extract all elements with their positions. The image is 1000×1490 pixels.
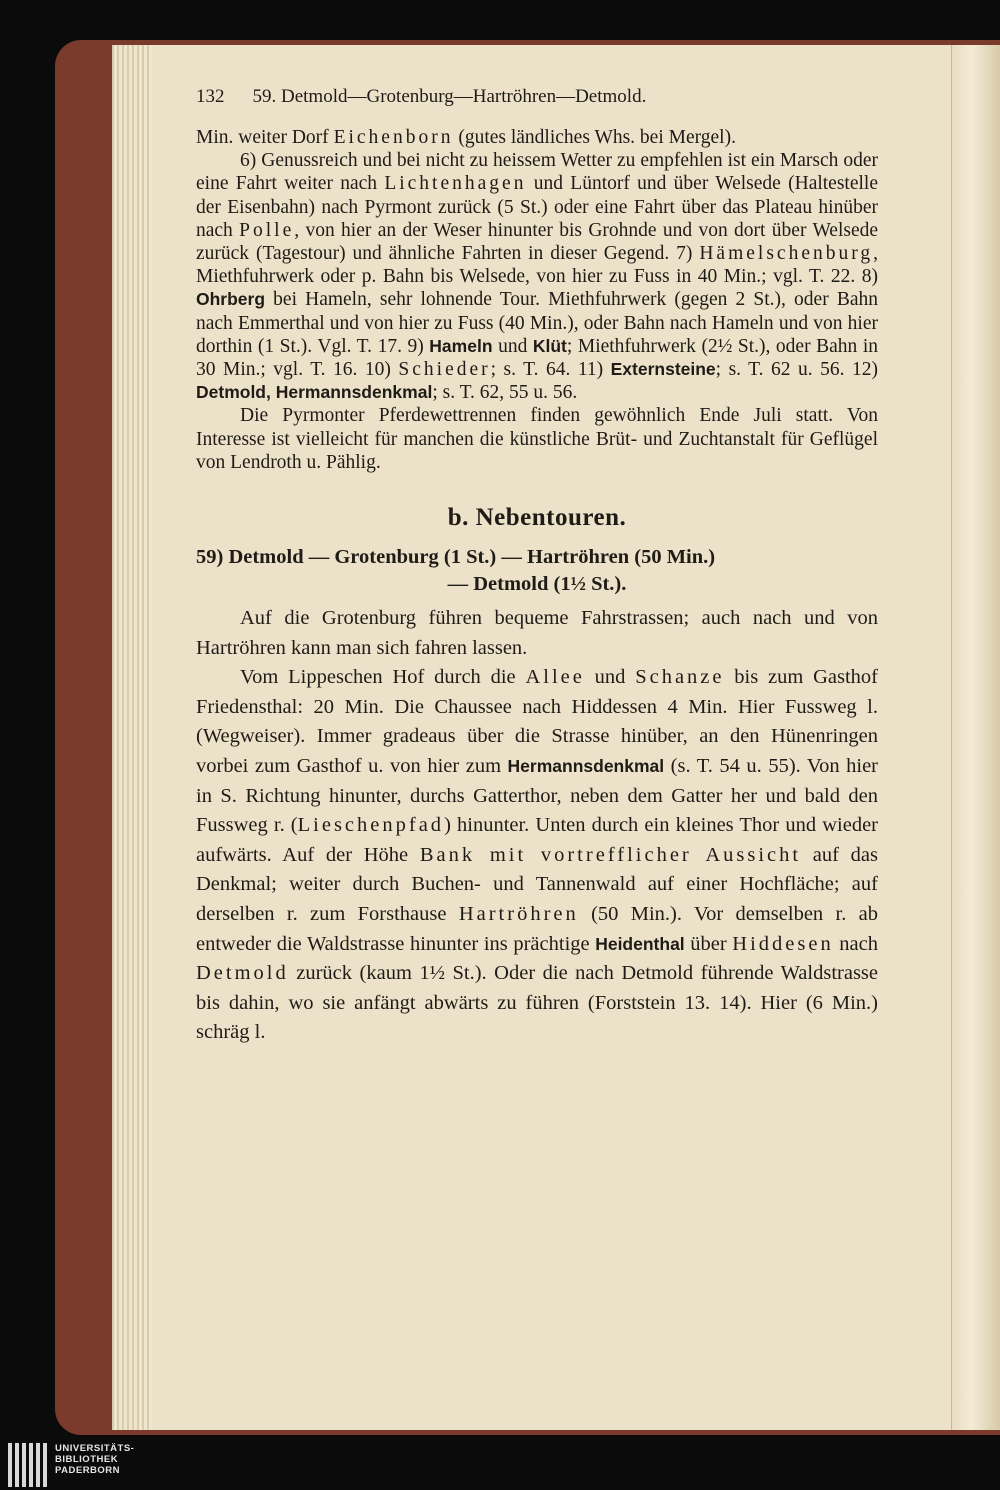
- text-run: ; s. T. 62 u. 56. 12): [715, 359, 878, 381]
- paragraph: [196, 149, 878, 404]
- spaced-term: Detmold: [196, 962, 289, 985]
- spaced-term: Schanze: [635, 666, 725, 689]
- text-run: bis zum Gasthof Friedensthal: 20 Min. Die Chaussee nach Hiddessen 4 Min. Hier Fussweg l. (Wegweiser). Immer gradeaus über die Strasse hinüber, an den Hünenringen vorbei zum Gasthof u. von hier zum: [196, 666, 878, 778]
- page-edge: [112, 45, 152, 1430]
- text-run: Vom Lippeschen Hof durch die: [240, 666, 526, 689]
- paragraph: [196, 604, 878, 663]
- text-run: und Lüntorf und über Welsede (Haltestelle der Eisenbahn) nach Pyrmont zurück (5 St.) oder eine Fahrt über das Plateau hinüber nach: [196, 173, 878, 241]
- bold-term: Externsteine: [610, 359, 716, 380]
- text-run: Min. weiter Dorf: [196, 127, 334, 148]
- spaced-term: Eichenborn: [333, 127, 454, 148]
- page-text: [196, 86, 878, 1048]
- text-run: ; s. T. 62, 55 u. 56.: [432, 382, 578, 404]
- spaced-term: Bank mit vortrefflicher Aussicht: [419, 843, 802, 866]
- route-heading: [196, 544, 878, 598]
- bold-term: Hameln: [429, 335, 493, 356]
- logo-bars-icon: [8, 1443, 47, 1487]
- text-run: zurück (kaum 1½ St.). Oder die nach Detmold führende Waldstrasse bis dahin, wo sie anfängt abwärts zu führen (Forststein 13. 14). Hier (6 Min.) schräg l.: [196, 962, 878, 1044]
- text-run: ; Miethfuhrwerk (2½ St.), oder Bahn in 30 Min.; vgl. T. 16. 10): [196, 335, 878, 381]
- paragraph: [196, 404, 878, 474]
- text-run: nach: [833, 932, 878, 955]
- paragraph: [196, 126, 878, 149]
- running-title: 59. Detmold—Grotenburg—Hartröhren—Detmold.: [252, 86, 647, 107]
- logo-line: BIBLIOTHEK: [55, 1454, 119, 1465]
- spaced-term: Allee: [525, 666, 585, 689]
- book-gutter: [951, 45, 1000, 1430]
- text-run: (50 Min.). Vor demselben r. ab entweder die Waldstrasse hinunter ins prächtige: [196, 902, 878, 955]
- text-run: auf das Denkmal; weiter durch Buchen- und Tannenwald auf einer Hochfläche; auf derselben r. zum Forsthause: [196, 843, 878, 925]
- spaced-term: Hämelschenburg: [699, 243, 874, 265]
- main-paragraphs: [196, 126, 878, 474]
- spaced-term: Schieder: [398, 359, 491, 381]
- spaced-term: Hartröhren: [458, 902, 579, 925]
- text-run: 6) Genussreich und bei nicht zu heissem Wetter zu empfehlen ist ein Marsch oder eine Fahrt weiter nach: [196, 150, 878, 195]
- bold-term: Hermannsdenkmal: [507, 756, 665, 777]
- text-run: über: [684, 932, 733, 955]
- running-header: [196, 86, 878, 108]
- text-run: , Miethfuhrwerk oder p. Bahn bis Welsede, von hier zu Fuss in 40 Min.; vgl. T. 22. 8): [196, 243, 878, 288]
- spaced-term: Lieschenpfad: [297, 814, 445, 837]
- page-number: 132: [196, 86, 225, 107]
- bold-term: Detmold, Hermannsdenkmal: [196, 382, 433, 403]
- spaced-term: Polle: [239, 219, 295, 241]
- bold-term: Klüt: [532, 335, 567, 356]
- library-logo: [8, 1443, 134, 1487]
- route-description: [196, 604, 878, 1048]
- text-run: Die Pyrmonter Pferdewettrennen finden gewöhnlich Ende Juli statt. Von Interesse ist vielleicht für manchen die künstliche Brüt- und Zuchtanstalt für Geflügel von Lendroth u. Pählig.: [196, 405, 878, 473]
- bold-term: Heidenthal: [595, 933, 685, 954]
- route-line-1: 59) Detmold — Grotenburg (1 St.) — Hartröhren (50 Min.): [196, 546, 716, 569]
- route-line-2: — Detmold (1½ St.).: [447, 573, 627, 596]
- paragraph: [196, 663, 878, 1048]
- section-heading: b. Nebentouren.: [447, 504, 627, 532]
- spaced-term: Lichtenhagen: [384, 173, 527, 195]
- text-run: und: [492, 335, 533, 357]
- spaced-term: Hiddesen: [732, 932, 834, 955]
- text-run: , von hier an der Weser hinunter bis Grohnde und von dort über Welsede zurück (Tagestour) und ähnliche Fahrten in dieser Gegend. 7): [196, 219, 879, 265]
- bold-term: Ohrberg: [196, 289, 266, 310]
- logo-line: PADERBORN: [55, 1465, 121, 1476]
- text-run: ; s. T. 64. 11): [490, 359, 611, 381]
- text-run: (gutes ländliches Whs. bei Mergel).: [453, 127, 736, 148]
- logo-text: [55, 1443, 134, 1476]
- logo-line: UNIVERSITÄTS-: [55, 1443, 135, 1454]
- text-run: bei Hameln, sehr lohnende Tour. Miethfuhrwerk (gegen 2 St.), oder Bahn nach Emmerthal und von hier zu Fuss (40 Min.), oder Bahn nach Hameln und von hier dorthin (1 St.). Vgl. T. 17. 9): [196, 289, 878, 357]
- text-run: ) hinunter. Unten durch ein kleines Thor und wieder aufwärts. Auf der Höhe: [196, 814, 878, 866]
- text-run: (s. T. 54 u. 55). Von hier in S. Richtung hinunter, durchs Gatterthor, neben dem Gatter her und bald den Fussweg r. (: [196, 755, 878, 837]
- text-run: Auf die Grotenburg führen bequeme Fahrstrassen; auch nach und von Hartröhren kann man sich fahren lassen.: [196, 607, 878, 659]
- text-run: und: [584, 666, 636, 689]
